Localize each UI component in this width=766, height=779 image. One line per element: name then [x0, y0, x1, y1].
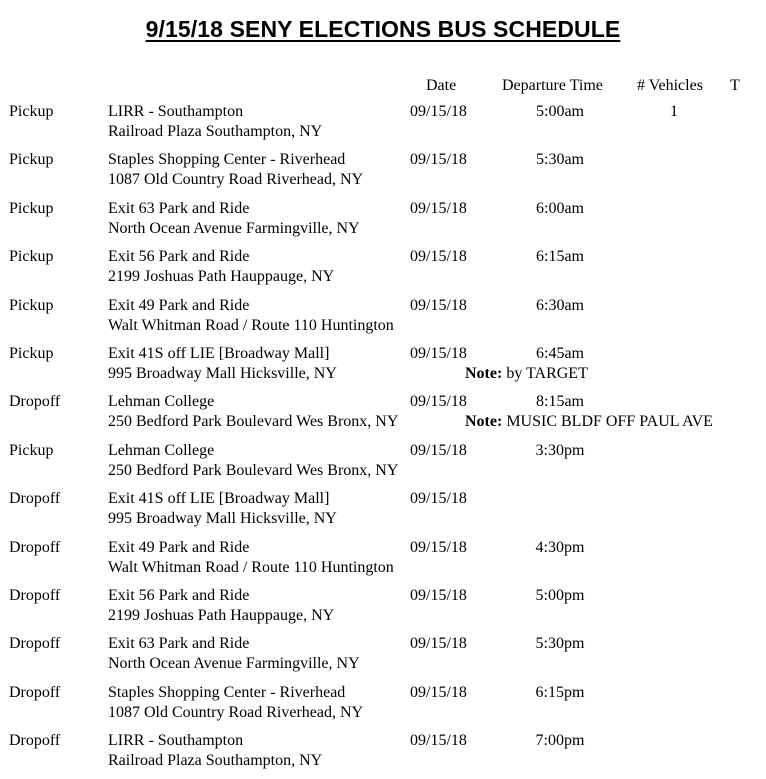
stop-date: 09/15/18 — [410, 441, 467, 459]
stop-location — [108, 489, 403, 529]
stop-location — [108, 731, 403, 771]
table-row — [0, 586, 736, 634]
stop-date: 09/15/18 — [410, 199, 467, 217]
departure-time: 7:00pm — [535, 732, 585, 750]
stop-date: 09/15/18 — [410, 344, 467, 362]
stop-date: 09/15/18 — [410, 586, 467, 604]
departure-time: 5:00am — [536, 103, 584, 120]
stop-date: 09/15/18 — [410, 248, 467, 266]
stop-date: 09/15/18 — [410, 103, 467, 120]
table-row — [0, 392, 736, 440]
stop-date: 09/15/18 — [410, 393, 467, 411]
departure-time: 5:30pm — [535, 635, 585, 653]
note-label: Note: — [465, 364, 503, 382]
stop-type: Dropoff — [9, 538, 61, 556]
table-row — [0, 683, 736, 731]
stop-location — [108, 102, 403, 142]
departure-time: 5:30am — [536, 151, 584, 169]
table-row — [0, 344, 736, 392]
column-header-vehicles: # Vehicles — [637, 77, 703, 94]
note-text: MUSIC BLDF OFF PAUL AVE — [506, 413, 713, 431]
location-name: Exit 41S off LIE [Broadway Mall] — [108, 344, 330, 362]
table-row — [0, 199, 736, 247]
departure-time: 6:15am — [536, 248, 584, 266]
location-name: Lehman College — [108, 441, 215, 459]
stop-date: 09/15/18 — [410, 296, 467, 314]
stop-type: Dropoff — [9, 635, 61, 653]
table-row — [0, 102, 736, 150]
table-row — [0, 441, 736, 489]
stop-location — [108, 344, 403, 384]
departure-time: 5:00pm — [535, 586, 585, 604]
location-name: LIRR - Southampton — [108, 732, 244, 750]
stop-location — [108, 247, 403, 287]
location-name: Exit 63 Park and Ride — [108, 635, 250, 653]
table-row — [0, 634, 736, 682]
location-address: 995 Broadway Mall Hicksville, NY — [108, 510, 337, 528]
location-name: Exit 56 Park and Ride — [108, 248, 250, 266]
stop-date: 09/15/18 — [410, 683, 467, 701]
stop-type: Dropoff — [9, 490, 61, 508]
location-address: 2199 Joshuas Path Hauppauge, NY — [108, 606, 335, 624]
schedule-table — [0, 102, 736, 779]
stop-type: Pickup — [9, 248, 54, 266]
column-header-departure-time: Departure Time — [502, 77, 603, 94]
stop-type: Dropoff — [9, 393, 61, 411]
stop-type: Pickup — [9, 103, 54, 120]
departure-time: 6:45am — [536, 344, 584, 362]
departure-time: 6:00am — [536, 199, 584, 217]
stop-type: Dropoff — [9, 732, 61, 750]
table-row — [0, 296, 736, 344]
location-name: Exit 41S off LIE [Broadway Mall] — [108, 490, 330, 508]
location-address: Walt Whitman Road / Route 110 Huntington — [108, 558, 394, 576]
stop-note — [465, 364, 588, 384]
location-address: Railroad Plaza Southampton, NY — [108, 752, 323, 770]
stop-type: Pickup — [9, 199, 54, 217]
stop-type: Dropoff — [9, 586, 61, 604]
stop-date: 09/15/18 — [410, 635, 467, 653]
stop-location — [108, 392, 403, 432]
table-row — [0, 150, 736, 198]
location-name: Exit 63 Park and Ride — [108, 199, 250, 217]
location-address: North Ocean Avenue Farmingville, NY — [108, 655, 360, 673]
stop-date: 09/15/18 — [410, 538, 467, 556]
stop-location — [108, 199, 403, 239]
location-address: Walt Whitman Road / Route 110 Huntington — [108, 316, 394, 334]
stop-type: Pickup — [9, 151, 54, 169]
departure-time: 8:15am — [536, 393, 584, 411]
location-name: Exit 56 Park and Ride — [108, 586, 250, 604]
stop-location — [108, 634, 403, 674]
location-address: 2199 Joshuas Path Hauppauge, NY — [108, 268, 335, 286]
page-title: 9/15/18 SENY ELECTIONS BUS SCHEDULE — [145, 16, 621, 42]
location-address: Railroad Plaza Southampton, NY — [108, 123, 323, 140]
location-name: Lehman College — [108, 393, 215, 411]
table-row — [0, 489, 736, 537]
location-address: 250 Bedford Park Boulevard Wes Bronx, NY — [108, 461, 399, 479]
stop-location — [108, 150, 403, 190]
location-name: Staples Shopping Center - Riverhead — [108, 683, 346, 701]
stop-date: 09/15/18 — [410, 490, 467, 508]
table-row — [0, 731, 736, 779]
location-address: 1087 Old Country Road Riverhead, NY — [108, 703, 364, 721]
stop-location — [108, 538, 403, 578]
column-header-truncated: T — [730, 77, 740, 94]
departure-time: 3:30pm — [535, 441, 585, 459]
stop-type: Pickup — [9, 344, 54, 362]
vehicle-count: 1 — [670, 103, 678, 120]
stop-location — [108, 441, 403, 481]
location-name: Exit 49 Park and Ride — [108, 296, 250, 314]
departure-time: 4:30pm — [535, 538, 585, 556]
departure-time: 6:30am — [536, 296, 584, 314]
column-header-date: Date — [426, 77, 457, 94]
stop-type: Dropoff — [9, 683, 61, 701]
stop-type: Pickup — [9, 296, 54, 314]
note-label: Note: — [465, 413, 503, 431]
location-address: 1087 Old Country Road Riverhead, NY — [108, 171, 364, 189]
stop-type: Pickup — [9, 441, 54, 459]
stop-location — [108, 296, 403, 336]
location-name: Exit 49 Park and Ride — [108, 538, 250, 556]
location-name: Staples Shopping Center - Riverhead — [108, 151, 346, 169]
stop-note — [465, 412, 713, 432]
stop-location — [108, 683, 403, 723]
stop-date: 09/15/18 — [410, 732, 467, 750]
location-address: 250 Bedford Park Boulevard Wes Bronx, NY — [108, 413, 399, 431]
location-name: LIRR - Southampton — [108, 103, 244, 120]
location-address: 995 Broadway Mall Hicksville, NY — [108, 364, 337, 382]
stop-date: 09/15/18 — [410, 151, 467, 169]
location-address: North Ocean Avenue Farmingville, NY — [108, 219, 360, 237]
stop-location — [108, 586, 403, 626]
table-row — [0, 538, 736, 586]
note-text: by TARGET — [506, 364, 588, 382]
departure-time: 6:15pm — [535, 683, 585, 701]
table-row — [0, 247, 736, 295]
